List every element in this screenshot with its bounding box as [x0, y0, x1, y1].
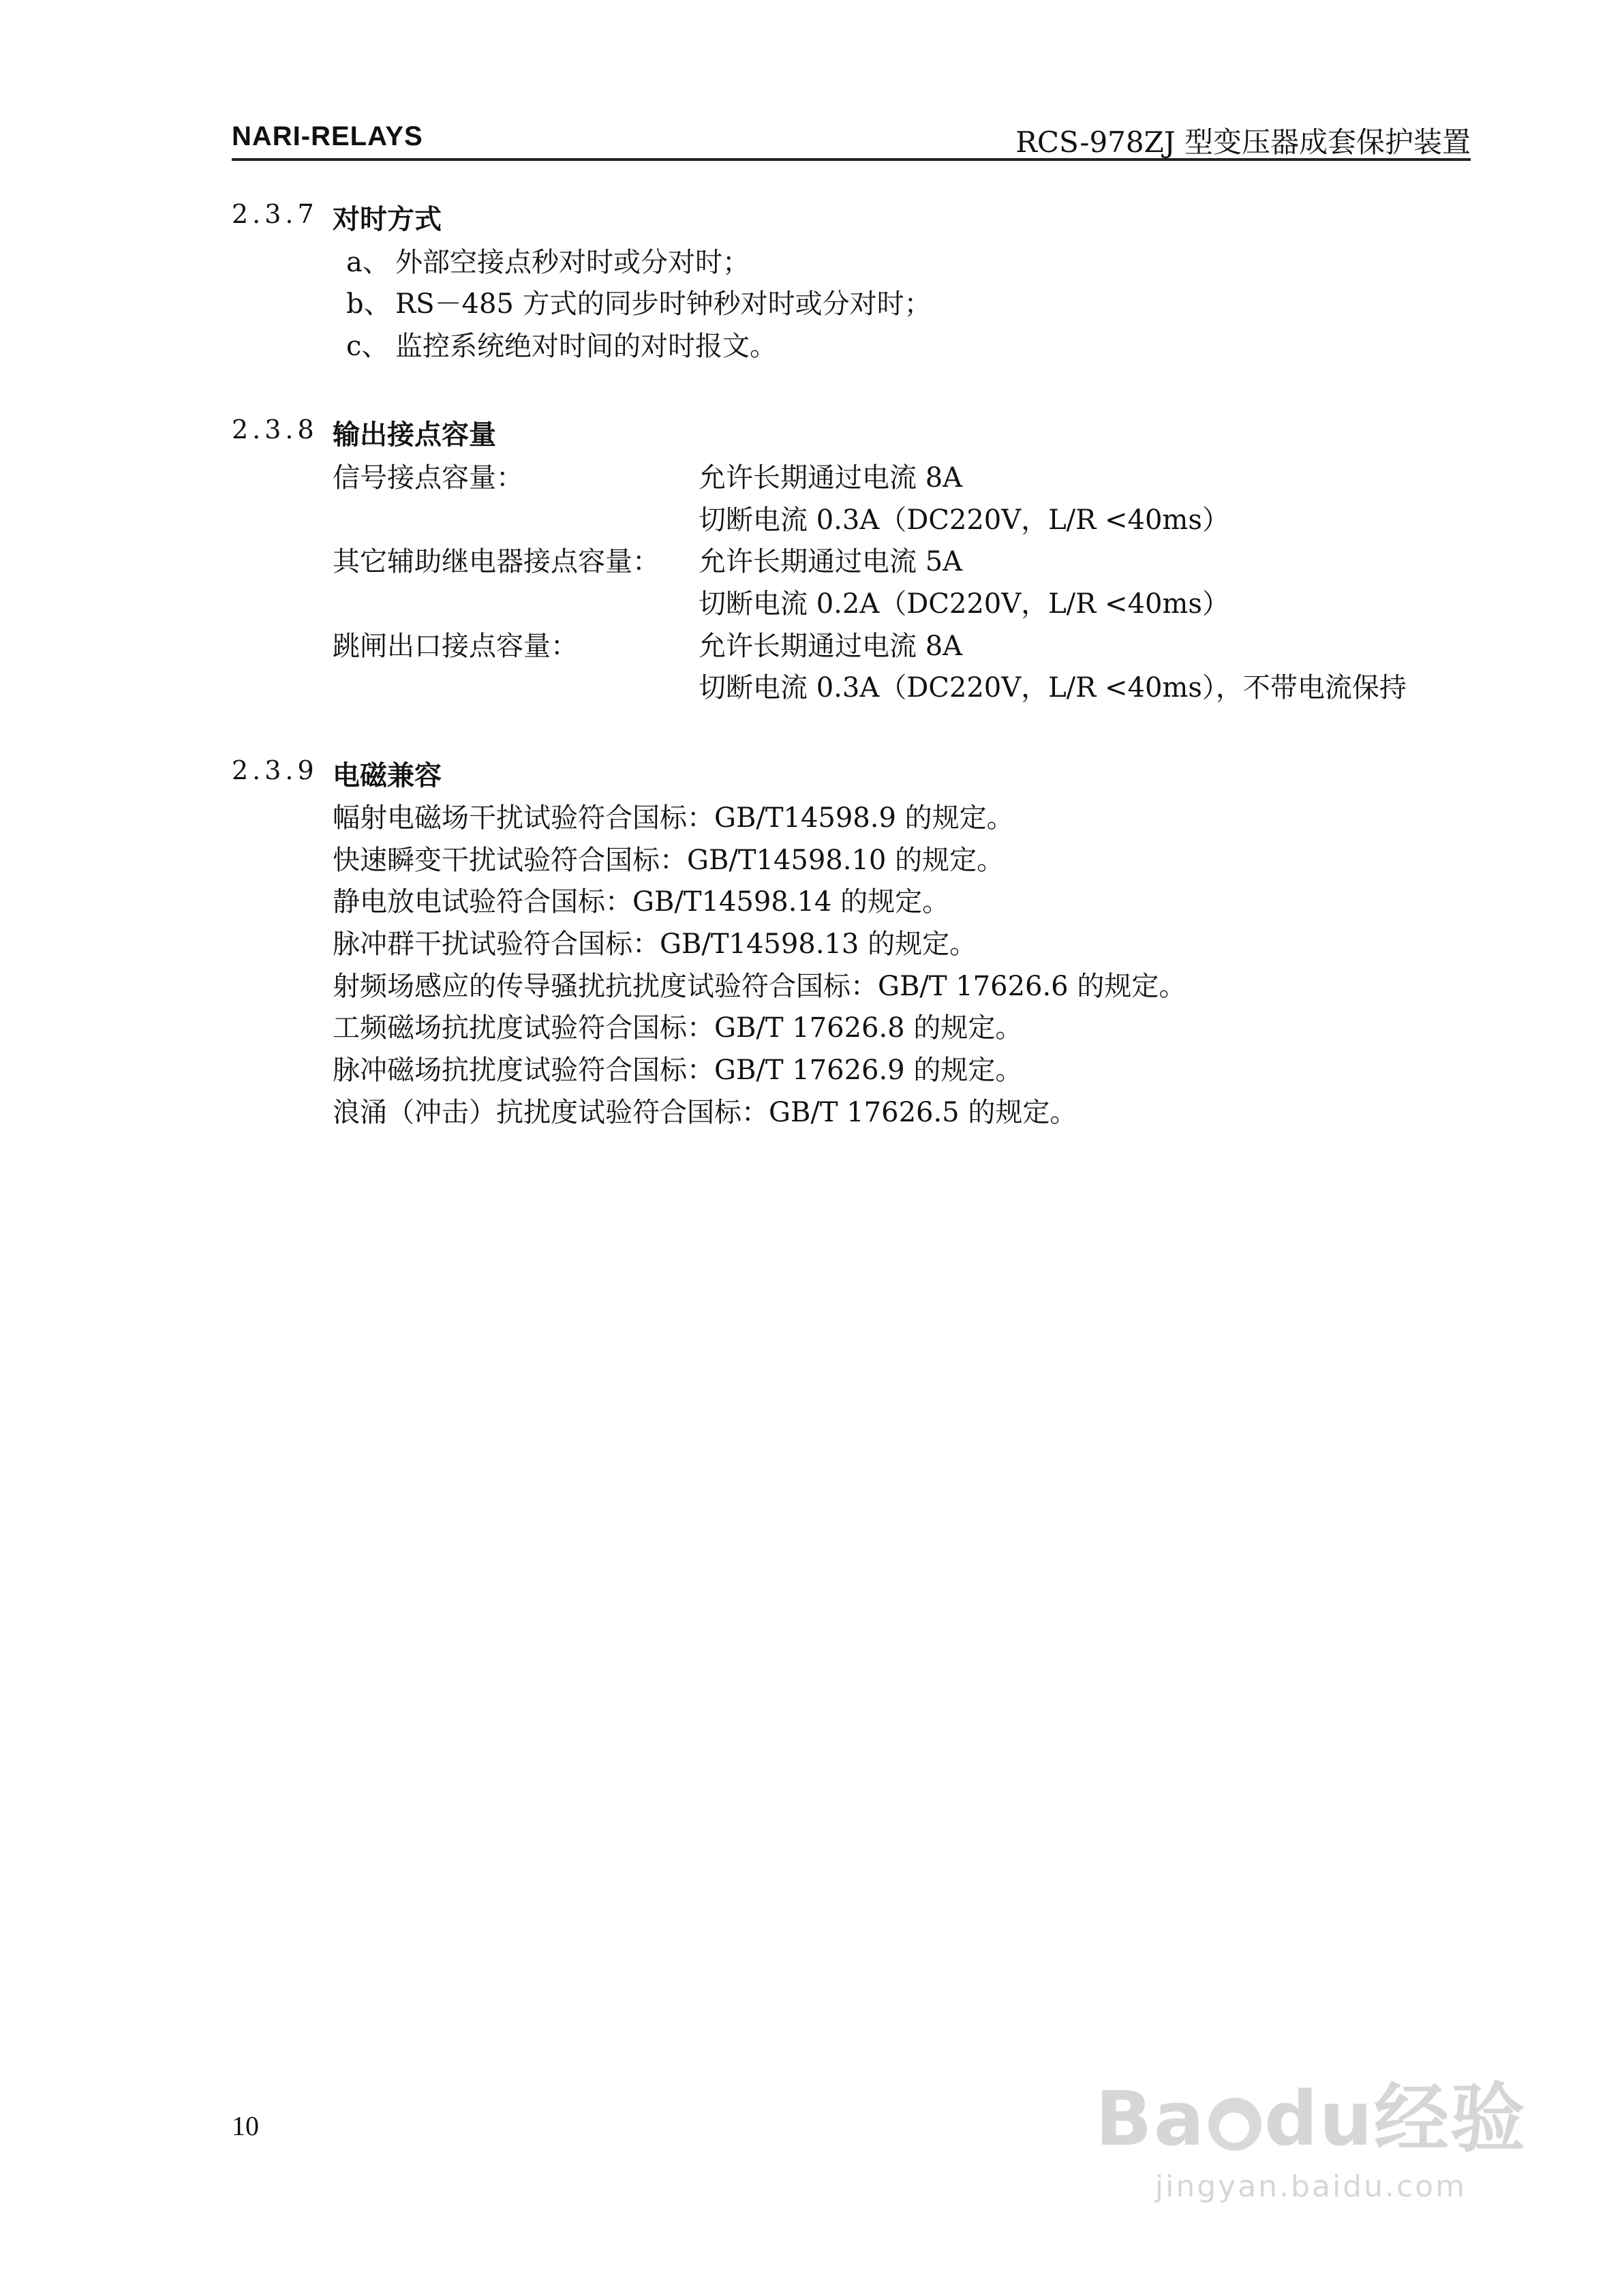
standard-line: 工频磁场抗扰度试验符合国标：GB/T 17626.8 的规定。: [333, 1012, 1023, 1044]
standard-line: 脉冲磁场抗扰度试验符合国标：GB/T 17626.9 的规定。: [333, 1055, 1023, 1086]
list-item-marker: b、: [346, 288, 391, 320]
list-item-text: 监控系统绝对时间的对时报文。: [395, 331, 777, 362]
section-number-238: 2.3.8: [232, 414, 318, 444]
standard-line: 幅射电磁场干扰试验符合国标：GB/T14598.9 的规定。: [333, 802, 1014, 834]
watermark-logo: [1095, 2059, 1527, 2166]
spec-value: 切断电流 0.3A（DC220V，L/R <40ms）: [699, 504, 1229, 536]
spec-label: 信号接点容量：: [333, 462, 523, 494]
section-title-239: 电磁兼容: [333, 759, 442, 791]
spec-value: 允许长期通过电流 8A: [699, 631, 963, 662]
watermark-url: jingyan.baidu.com: [1154, 2169, 1467, 2204]
spec-value: 允许长期通过电流 5A: [699, 546, 963, 577]
spec-value: 切断电流 0.3A（DC220V，L/R <40ms），不带电流保持: [699, 672, 1407, 704]
watermark-logo-text: Ba: [1095, 2075, 1206, 2162]
section-title-237: 对时方式: [333, 203, 442, 235]
section-number-237: 2.3.7: [232, 199, 318, 229]
list-item-text: 外部空接点秒对时或分对时；: [395, 247, 750, 278]
list-item-marker: c、: [346, 331, 389, 362]
standard-line: 射频场感应的传导骚扰抗扰度试验符合国标：GB/T 17626.6 的规定。: [333, 971, 1187, 1002]
section-title-238: 输出接点容量: [333, 419, 496, 451]
document-title: RCS-978ZJ 型变压器成套保护装置: [1015, 125, 1471, 159]
section-number-239: 2.3.9: [232, 755, 318, 785]
standard-line: 浪涌（冲击）抗扰度试验符合国标：GB/T 17626.5 的规定。: [333, 1097, 1077, 1128]
watermark-logo-text: 经验: [1374, 2075, 1527, 2162]
standard-line: 脉冲群干扰试验符合国标：GB/T14598.13 的规定。: [333, 928, 977, 960]
page-number: 10: [232, 2111, 259, 2141]
standard-line: 静电放电试验符合国标：GB/T14598.14 的规定。: [333, 886, 950, 918]
header-divider: [232, 158, 1471, 161]
watermark-logo-text: du: [1264, 2075, 1374, 2162]
brand-logo-text: NARI-RELAYS: [232, 121, 423, 151]
list-item-text: RS－485 方式的同步时钟秒对时或分对时；: [395, 288, 932, 320]
baidu-jingyan-watermark: [1095, 2059, 1527, 2204]
spec-value: 切断电流 0.2A（DC220V，L/R <40ms）: [699, 588, 1229, 620]
spec-value: 允许长期通过电流 8A: [699, 462, 963, 494]
paw-icon: ●: [1208, 2098, 1261, 2151]
spec-label: 跳闸出口接点容量：: [333, 631, 578, 662]
spec-label: 其它辅助继电器接点容量：: [333, 546, 660, 577]
list-item-marker: a、: [346, 247, 390, 278]
standard-line: 快速瞬变干扰试验符合国标：GB/T14598.10 的规定。: [333, 845, 1005, 876]
